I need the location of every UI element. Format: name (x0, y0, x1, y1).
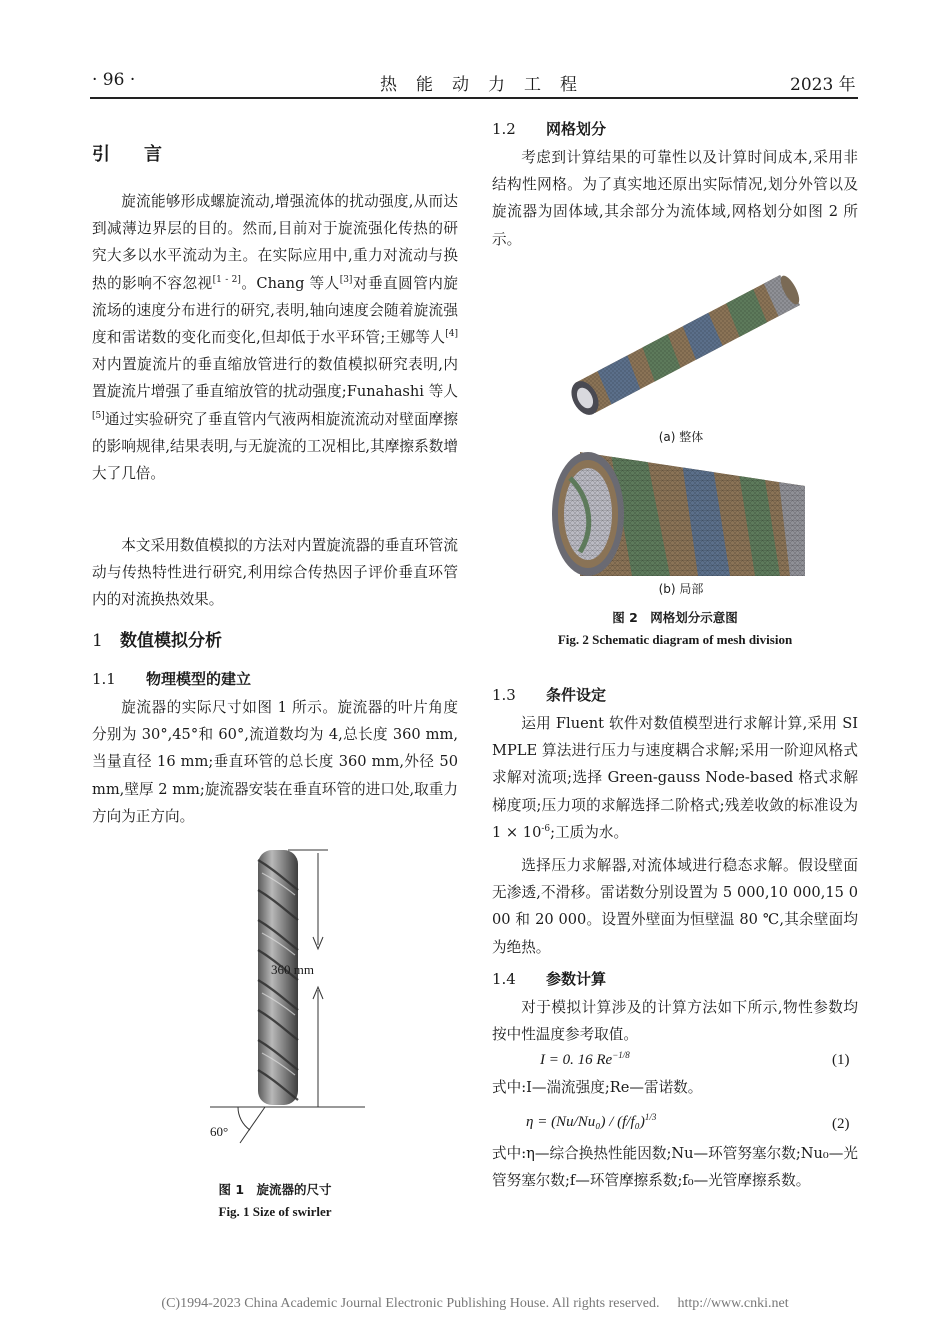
footer (0, 1296, 950, 1312)
equation-1-number: (1) (832, 1052, 850, 1068)
section-1-4-text: 对于模拟计算涉及的计算方法如下所示,物性参数均按中性温度参考取值。 (492, 999, 858, 1044)
fig1-caption-cn: 图 1 旋流器的尺寸 (218, 1182, 332, 1197)
footer-url[interactable]: http://www.cnki.net (677, 1296, 789, 1311)
fig1-dimension-label: 360 mm (271, 962, 314, 977)
footer-copyright: (C)1994-2023 China Academic Journal Electronic Publishing House. All rights reserved. (161, 1296, 660, 1311)
fig1-caption-en: Fig. 1 Size of swirler (218, 1204, 332, 1219)
fig2-sub-a: (a) 整体 (658, 430, 704, 444)
page-number: · 96 · (92, 70, 136, 90)
section-1-3-paragraph-1: 运用 Fluent 软件对数值模型进行求解计算,采用 SIMPLE 算法进行压力与速度耦合求解;采用一阶迎风格式求解对流项;选择 Green-gauss Node-based 格式求解梯度项;压力项的求解选择二阶格式;残差收敛的标准设为 $1 \times 10^{-6}$;工质为水。 (492, 715, 858, 841)
intro-paragraph-2: 本文采用数值模拟的方法对内置旋流器的垂直环管流动与传热特性进行研究,利用综合传热因子评价垂直环管内的对流换热效果。 (92, 537, 458, 609)
fig2-caption-en: Fig. 2 Schematic diagram of mesh division (557, 632, 793, 647)
section-1-3-paragraph-2: 选择压力求解器,对流体域进行稳态求解。假设壁面无渗透,不滑移。雷诺数分别设置为 5 000,10 000,15 000 和 20 000。设置外壁面为恒壁温 80 ℃,其余壁面均为绝热。 (492, 857, 858, 956)
section-1-heading: 1 数值模拟分析 (92, 631, 222, 651)
fig2-sub-b: (b) 局部 (658, 582, 704, 596)
figure-2b-mesh-local (550, 448, 805, 576)
figure-2a-mesh-overall (555, 265, 807, 425)
section-1-3-heading: 1.3 条件设定 (492, 686, 607, 704)
year: 2023 年 (790, 75, 856, 95)
section-1-2-heading: 1.2 网格划分 (492, 120, 607, 138)
equation-2: $\eta = (Nu/Nu_0) / (f/f_0)^{1/3}$ (526, 1112, 657, 1130)
journal-title: 热 能 动 力 工 程 (380, 75, 578, 95)
equation-1-where: 式中:I—湍流强度;Re—雷诺数。 (492, 1079, 703, 1096)
fig2-caption-cn: 图 2 网格划分示意图 (612, 610, 738, 625)
equation-2-where: 式中:η—综合换热性能因数;Nu—环管努塞尔数;Nu₀—光管努塞尔数;f—环管摩擦系数;f₀—光管摩擦系数。 (492, 1145, 858, 1190)
section-1-1-text: 旋流器的实际尺寸如图 1 所示。旋流器的叶片角度分别为 30°,45°和 60°,流道数均为 4,总长度 360 mm,当量直径 16 mm;垂直环管的总长度 360 mm,外径 50 mm,壁厚 2 mm;旋流器安装在垂直环管的进口处,取重力方向为正方向。 (92, 699, 458, 825)
equation-2-number: (2) (832, 1116, 850, 1132)
fig1-angle-label: 60° (210, 1124, 229, 1139)
equation-1: I = 0. 16 $Re^{-1/8}$ (540, 1050, 630, 1068)
figure-1-swirler-drawing (200, 845, 370, 1145)
section-1-4-heading: 1.4 参数计算 (492, 970, 607, 988)
intro-title: 引 言 (92, 144, 170, 165)
header-rule (90, 97, 858, 99)
intro-paragraph-1: 旋流能够形成螺旋流动,增强流体的扰动强度,从而达到减薄边界层的目的。然而,目前对于旋流强化传热的研究大多以水平流动为主。在实际应用中,重力对流动与换热的影响不容忽视[1 - 2]。Chang 等人[3]对垂直圆管内旋流场的速度分布进行的研究,表明,轴向速度会随着旋流强度和雷诺数的变化而变化,但却低于水平环管;王娜等人[4]对内置旋流片的垂直缩放管进行的数值模拟研究表明,内置旋流片增强了垂直缩放管的扰动强度;Funahashi 等人[5]通过实验研究了垂直管内气液两相旋流流动对壁面摩擦的影响规律,结果表明,与无旋流的工况相比,其摩擦系数增大了几倍。 (92, 193, 458, 483)
section-1-2-text: 考虑到计算结果的可靠性以及计算时间成本,采用非结构性网格。为了真实地还原出实际情况,划分外管以及旋流器为固体域,其余部分为流体域,网格划分如图 2 所示。 (492, 149, 858, 248)
section-1-1-heading: 1.1 物理模型的建立 (92, 670, 252, 688)
